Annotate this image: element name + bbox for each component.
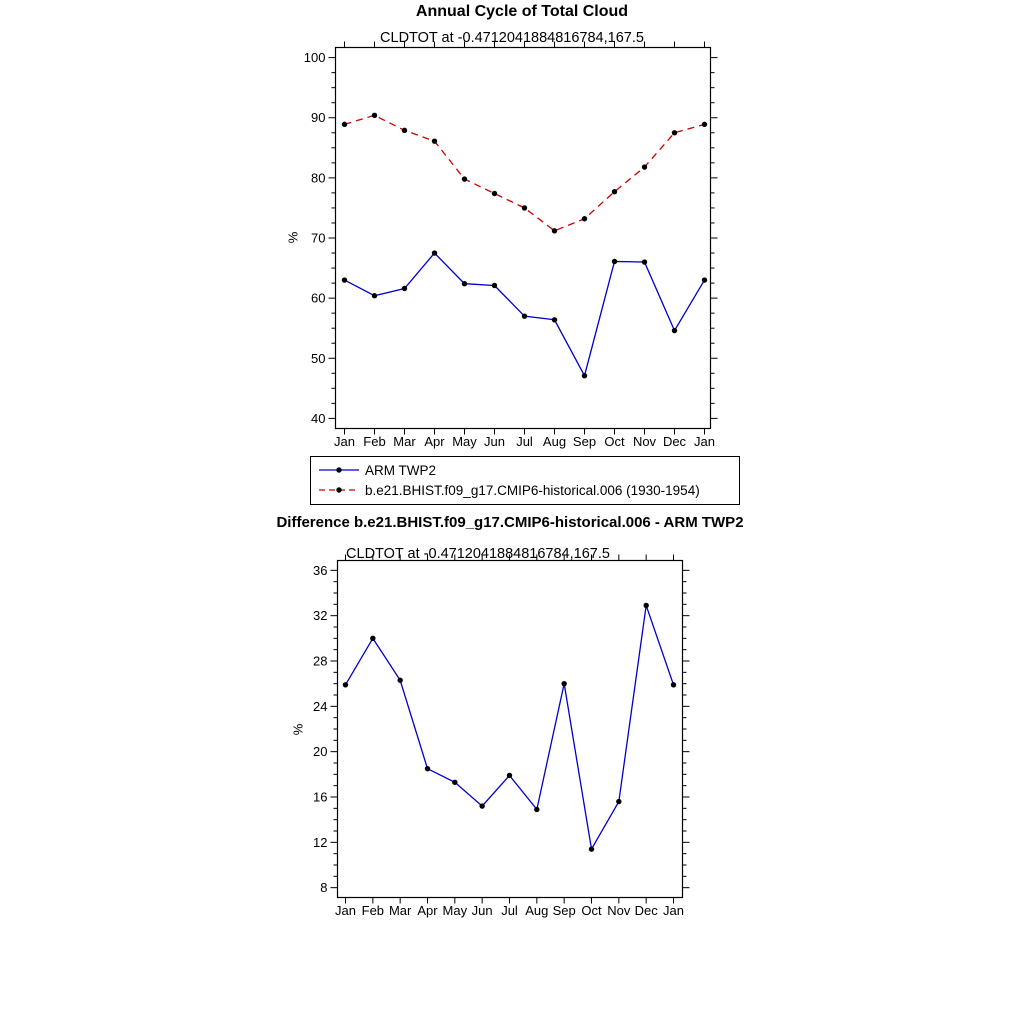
data-point-marker <box>672 328 677 333</box>
x-tick-label: Mar <box>388 903 412 918</box>
data-point-marker <box>425 766 430 771</box>
data-point-marker <box>612 259 617 264</box>
x-tick-label: May <box>452 434 477 449</box>
x-tick-label: Jun <box>484 434 505 449</box>
data-point-marker <box>582 216 587 221</box>
data-point-marker <box>492 191 497 196</box>
y-tick-label: 28 <box>313 653 328 669</box>
data-point-marker <box>522 313 527 318</box>
y-tick-label: 20 <box>313 744 328 760</box>
data-point-marker <box>462 176 467 181</box>
y-tick-label: 16 <box>313 789 328 805</box>
y-tick-label: 60 <box>311 290 326 306</box>
data-point-marker <box>343 682 348 687</box>
x-tick-label: Jan <box>334 434 355 449</box>
data-point-marker <box>702 277 707 282</box>
data-point-marker <box>702 122 707 127</box>
x-tick-label: Nov <box>607 903 631 918</box>
legend-label: b.e21.BHIST.f09_g17.CMIP6-historical.006 (1930-1954) <box>365 482 700 498</box>
data-point-marker <box>642 259 647 264</box>
data-point-marker <box>561 681 566 686</box>
x-tick-label: Jan <box>694 434 715 449</box>
x-tick-label: Jan <box>663 903 684 918</box>
x-tick-label: Aug <box>542 434 567 449</box>
x-tick-label: Jul <box>501 903 518 918</box>
data-point-marker <box>616 799 621 804</box>
plot-frame <box>338 561 683 898</box>
data-point-marker <box>342 122 347 127</box>
data-point-marker <box>402 286 407 291</box>
legend-marker-dot <box>336 487 341 492</box>
top-chart-subtitle: CLDTOT at -0.4712041884816784,167.5 <box>380 30 644 46</box>
data-point-marker <box>402 128 407 133</box>
data-point-marker <box>612 189 617 194</box>
bottom-chart-y-axis-label: % <box>290 723 306 736</box>
data-point-marker <box>642 164 647 169</box>
legend-label: ARM TWP2 <box>365 462 437 478</box>
x-tick-label: Sep <box>552 903 576 918</box>
y-tick-label: 50 <box>311 350 326 366</box>
x-tick-label: Jul <box>516 434 533 449</box>
data-point-marker <box>522 205 527 210</box>
top-chart-title: Annual Cycle of Total Cloud <box>415 3 629 20</box>
data-point-marker <box>492 283 497 288</box>
data-point-marker <box>370 636 375 641</box>
series-line <box>345 115 705 230</box>
x-tick-label: Jan <box>335 903 356 918</box>
x-tick-label: Feb <box>361 903 385 918</box>
y-tick-label: 12 <box>313 834 328 850</box>
legend-marker-dot <box>336 467 341 472</box>
y-tick-label: 70 <box>311 230 326 246</box>
blue-solid-line-sample <box>318 464 360 476</box>
legend-item-model <box>318 480 739 500</box>
y-tick-label: 90 <box>311 110 326 126</box>
data-point-marker <box>507 773 512 778</box>
bottom-chart-subtitle: CLDTOT at -0.4712041884816784,167.5 <box>346 546 610 562</box>
x-tick-label: Oct <box>604 434 625 449</box>
x-tick-label: Dec <box>662 434 687 449</box>
data-point-marker <box>552 228 557 233</box>
data-point-marker <box>432 250 437 255</box>
bottom-chart <box>313 555 689 919</box>
bottom-chart-title: Difference b.e21.BHIST.f09_g17.CMIP6-historical.006 - ARM TWP2 <box>276 514 744 531</box>
y-tick-label: 80 <box>311 170 326 186</box>
y-tick-label: 8 <box>320 880 328 896</box>
red-dashed-line-sample <box>318 484 360 496</box>
data-point-marker <box>462 281 467 286</box>
data-point-marker <box>552 317 557 322</box>
x-tick-label: May <box>442 903 468 918</box>
y-tick-label: 24 <box>313 698 328 714</box>
series-line <box>346 605 674 849</box>
top-chart <box>304 42 718 450</box>
data-point-marker <box>452 780 457 785</box>
y-tick-label: 100 <box>303 50 326 66</box>
x-tick-label: Nov <box>632 434 657 449</box>
y-tick-label: 32 <box>313 608 328 624</box>
data-point-marker <box>589 846 594 851</box>
x-tick-label: Oct <box>581 903 602 918</box>
x-tick-label: Apr <box>424 434 445 449</box>
x-tick-label: Apr <box>417 903 438 918</box>
legend-item-arm-twp2 <box>318 460 739 480</box>
x-tick-label: Mar <box>393 434 416 449</box>
y-tick-label: 40 <box>311 410 326 426</box>
x-tick-label: Aug <box>525 903 549 918</box>
data-point-marker <box>643 603 648 608</box>
top-chart-y-axis-label: % <box>285 231 301 244</box>
data-point-marker <box>372 113 377 118</box>
data-point-marker <box>534 807 539 812</box>
data-point-marker <box>582 373 587 378</box>
x-tick-label: Sep <box>572 434 597 449</box>
legend-box <box>310 456 740 505</box>
data-point-marker <box>672 130 677 135</box>
y-tick-label: 36 <box>313 562 328 578</box>
data-point-marker <box>671 682 676 687</box>
data-point-marker <box>397 678 402 683</box>
x-tick-label: Feb <box>363 434 386 449</box>
x-tick-label: Dec <box>634 903 658 918</box>
data-point-marker <box>342 277 347 282</box>
data-point-marker <box>479 803 484 808</box>
x-tick-label: Jun <box>471 903 493 918</box>
plot-frame <box>336 48 711 429</box>
data-point-marker <box>372 293 377 298</box>
data-point-marker <box>432 138 437 143</box>
